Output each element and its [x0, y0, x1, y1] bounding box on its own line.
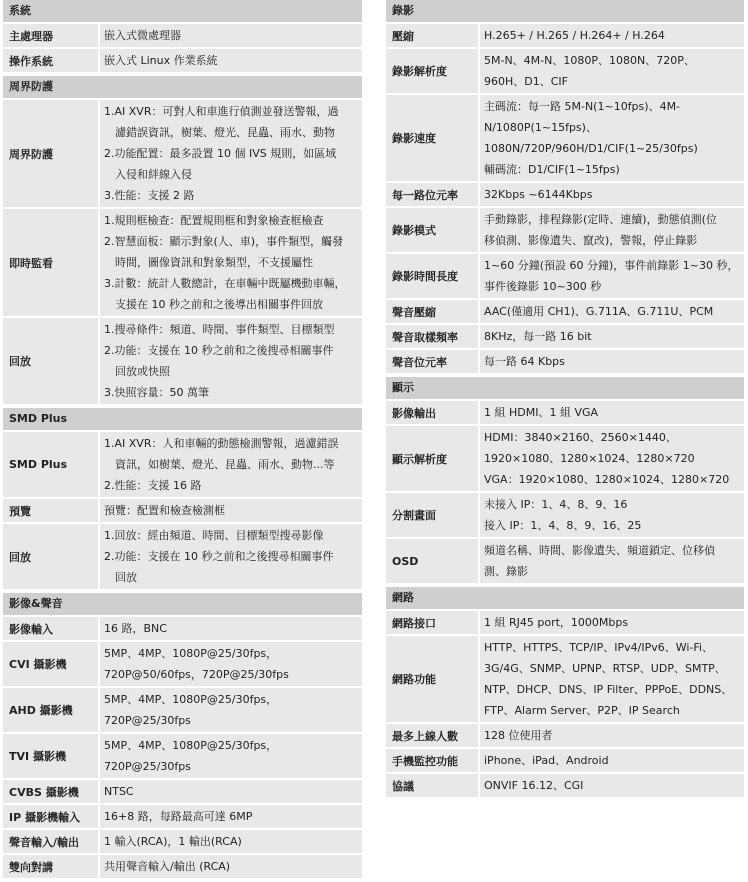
- spec-row: [386, 208, 744, 252]
- spec-value: [100, 318, 362, 404]
- spec-value-line: 16+8 路，每路最高可達 6MP: [104, 810, 253, 823]
- spec-value-line: 預覽：配置和檢查檢測框: [104, 504, 225, 517]
- spec-row: [3, 642, 362, 686]
- spec-row: [386, 539, 744, 583]
- spec-value: [100, 855, 362, 878]
- spec-value-line: VGA：1920×1080、1280×1024、1280×720: [484, 473, 730, 486]
- left-column: [3, 0, 362, 882]
- spec-value: [480, 539, 744, 583]
- spec-value: [480, 24, 744, 47]
- section-header: 周界防護: [3, 76, 362, 98]
- spec-value: [100, 805, 362, 828]
- spec-value-line: 1920×1080、1280×1024、1280×720: [484, 452, 695, 465]
- spec-label: AHD 攝影機: [3, 688, 98, 732]
- spec-label: 周界防護: [3, 100, 98, 207]
- spec-value-line: 720P@25/30fps: [104, 714, 191, 727]
- spec-value-line: 濾錯誤資訊，樹葉、燈光、昆蟲、雨水、動物: [104, 126, 335, 139]
- spec-value-line: 3G/4G、SNMP、UPNP、RTSP、UDP、SMTP、: [484, 662, 726, 675]
- spec-value: [480, 493, 744, 537]
- spec-label: 聲音壓縮: [386, 300, 478, 323]
- spec-value: [480, 300, 744, 323]
- spec-label: 網路功能: [386, 636, 478, 722]
- right-column: [386, 0, 744, 801]
- spec-value-line: 5MP、4MP、1080P@25/30fps，: [104, 739, 278, 752]
- spec-row: [386, 724, 744, 747]
- spec-label: 聲音位元率: [386, 350, 478, 373]
- spec-label: IP 攝影機輸入: [3, 805, 98, 828]
- spec-value-line: HTTP、HTTPS、TCP/IP、IPv4/IPv6、Wi-Fi、: [484, 641, 713, 654]
- spec-value-line: 2.智慧面板：顯示對象(人、車)，事件類型，觸發: [104, 235, 344, 248]
- spec-value-line: AAC(僅適用 CH1)、G.711A、G.711U、PCM: [484, 305, 714, 318]
- spec-value-line: 回放或快照: [104, 365, 170, 378]
- spec-row: [3, 209, 362, 316]
- spec-value-line: 960H、D1、CIF: [484, 75, 568, 88]
- spec-label: 聲音輸入/輸出: [3, 830, 98, 853]
- spec-value-line: 1 組 HDMI、1 組 VGA: [484, 406, 599, 419]
- spec-value: [100, 688, 362, 732]
- spec-label: TVI 攝影機: [3, 734, 98, 778]
- spec-value-line: 720P@50/60fps，720P@25/30fps: [104, 668, 289, 681]
- spec-label: 壓縮: [386, 24, 478, 47]
- spec-value-line: 3.計數：統計人數總計，在車輛中既屬機動車輛，: [104, 277, 346, 290]
- spec-row: [3, 855, 362, 878]
- spec-value-line: iPhone、iPad、Android: [484, 754, 609, 767]
- section-header: 網路: [386, 587, 744, 609]
- spec-value-line: N/1080P(1~15fps)、: [484, 121, 597, 134]
- spec-row: [386, 183, 744, 206]
- spec-label: 回放: [3, 524, 98, 589]
- spec-value-line: 8KHz，每一路 16 bit: [484, 330, 592, 343]
- spec-value-line: 3.快照容量：50 萬筆: [104, 386, 209, 399]
- spec-value-line: 3.性能：支援 2 路: [104, 189, 195, 202]
- spec-label: 手機監控功能: [386, 749, 478, 772]
- spec-value-line: NTSC: [104, 785, 134, 798]
- spec-row: [386, 493, 744, 537]
- spec-row: [386, 300, 744, 323]
- spec-value-line: NTP、DHCP、DNS、IP Filter、PPPoE、DDNS、: [484, 683, 733, 696]
- spec-value-line: 5M-N、4M-N、1080P、1080N、720P、: [484, 54, 695, 67]
- spec-label: 回放: [3, 318, 98, 404]
- spec-value: [100, 209, 362, 316]
- spec-label: 操作系統: [3, 49, 98, 72]
- spec-value-line: 1 組 RJ45 port，1000Mbps: [484, 616, 629, 629]
- spec-value: [100, 642, 362, 686]
- spec-value-line: H.265+ / H.265 / H.264+ / H.264: [484, 29, 665, 42]
- spec-value-line: 128 位使用者: [484, 729, 553, 742]
- spec-value-line: 32Kbps ~6144Kbps: [484, 188, 593, 201]
- spec-label: 顯示解析度: [386, 426, 478, 491]
- spec-row: [3, 617, 362, 640]
- spec-label: 雙向對講: [3, 855, 98, 878]
- spec-value-line: 移偵測、影像遺失、竄改)，警報，停止錄影: [484, 234, 698, 247]
- spec-value: [100, 100, 362, 207]
- spec-value: [100, 24, 362, 47]
- spec-value-line: 2.功能：支援在 10 秒之前和之後搜尋相關事件: [104, 344, 334, 357]
- spec-row: [386, 325, 744, 348]
- section-header: 錄影: [386, 0, 744, 22]
- section-smd-plus: [3, 408, 362, 593]
- spec-value-line: 5MP、4MP、1080P@25/30fps，: [104, 647, 278, 660]
- section-network: [386, 587, 744, 801]
- spec-value-line: 嵌入式微處理器: [104, 29, 181, 42]
- spec-row: [386, 749, 744, 772]
- spec-value: [100, 432, 362, 497]
- spec-value: [480, 401, 744, 424]
- spec-value-line: 入侵和絆線入侵: [104, 168, 192, 181]
- spec-value-line: 2.功能：支援在 10 秒之前和之後搜尋相關事件: [104, 550, 334, 563]
- spec-value-line: 16 路，BNC: [104, 622, 167, 635]
- spec-value-line: 720P@25/30fps: [104, 760, 191, 773]
- spec-row: [3, 524, 362, 589]
- spec-value-line: ONVIF 16.12、CGI: [484, 779, 584, 792]
- spec-value: [100, 830, 362, 853]
- spec-row: [3, 499, 362, 522]
- spec-value-line: 1.規則框檢查：配置規則框和對象檢查框檢查: [104, 214, 324, 227]
- section-header: 系統: [3, 0, 362, 22]
- spec-row: [386, 426, 744, 491]
- spec-row: [386, 350, 744, 373]
- spec-value: [480, 724, 744, 747]
- spec-value: [100, 524, 362, 589]
- section-display: [386, 377, 744, 587]
- spec-label: 錄影解析度: [386, 49, 478, 93]
- spec-row: [386, 401, 744, 424]
- spec-value: [100, 617, 362, 640]
- spec-row: [3, 24, 362, 47]
- section-recording: [386, 0, 744, 377]
- spec-value: [480, 611, 744, 634]
- spec-value-line: 每一路 64 Kbps: [484, 355, 565, 368]
- spec-value: [480, 749, 744, 772]
- section-system: [3, 0, 362, 76]
- spec-value: [480, 426, 744, 491]
- spec-value: [480, 95, 744, 181]
- spec-row: [3, 688, 362, 732]
- spec-label: 主處理器: [3, 24, 98, 47]
- spec-value: [480, 183, 744, 206]
- spec-value-line: 輔碼流：D1/CIF(1~15fps): [484, 163, 620, 176]
- spec-value-line: 時間，圖像資訊和對象類型，不支援屬性: [104, 256, 313, 269]
- spec-value: [100, 499, 362, 522]
- spec-row: [386, 49, 744, 93]
- spec-label: 網路接口: [386, 611, 478, 634]
- spec-row: [386, 254, 744, 298]
- spec-label: 錄影模式: [386, 208, 478, 252]
- spec-row: [3, 830, 362, 853]
- spec-value: [100, 49, 362, 72]
- spec-label: 最多上線人數: [386, 724, 478, 747]
- spec-row: [386, 95, 744, 181]
- spec-label: 分割畫面: [386, 493, 478, 537]
- spec-label: 錄影時間長度: [386, 254, 478, 298]
- spec-row: [3, 805, 362, 828]
- spec-value-line: 1.AI XVR：可對人和車進行偵測並發送警報，過: [104, 105, 339, 118]
- spec-value-line: 回放: [104, 571, 137, 584]
- spec-value-line: 嵌入式 Linux 作業系統: [104, 54, 218, 67]
- spec-value-line: 1~60 分鐘(預設 60 分鐘)，事件前錄影 1~30 秒，: [484, 259, 739, 272]
- spec-value: [480, 636, 744, 722]
- spec-label: 預覽: [3, 499, 98, 522]
- spec-value: [480, 208, 744, 252]
- spec-value: [100, 734, 362, 778]
- spec-label: CVBS 攝影機: [3, 780, 98, 803]
- spec-label: CVI 攝影機: [3, 642, 98, 686]
- spec-label: 協議: [386, 774, 478, 797]
- spec-label: 即時監看: [3, 209, 98, 316]
- spec-value-line: 頻道名稱、時間、影像遺失、頻道鎖定、位移偵: [484, 544, 715, 557]
- spec-row: [386, 774, 744, 797]
- spec-value-line: 5MP、4MP、1080P@25/30fps，: [104, 693, 278, 706]
- spec-value-line: 事件後錄影 10~300 秒: [484, 280, 602, 293]
- spec-value-line: 接入 IP：1、4、8、9、16、25: [484, 519, 642, 532]
- spec-label: 聲音取樣頻率: [386, 325, 478, 348]
- spec-value-line: FTP、Alarm Server、P2P、IP Search: [484, 704, 680, 717]
- spec-value-line: 測、錄影: [484, 565, 528, 578]
- spec-value-line: 2.功能配置：最多設置 10 個 IVS 規則，如區域: [104, 147, 337, 160]
- spec-value: [480, 49, 744, 93]
- spec-value-line: 1080N/720P/960H/D1/CIF(1~25/30fps): [484, 142, 698, 155]
- spec-label: 每一路位元率: [386, 183, 478, 206]
- spec-value: [480, 774, 744, 797]
- section-av: [3, 593, 362, 882]
- spec-value-line: 未接入 IP：1、4、8、9、16: [484, 498, 628, 511]
- spec-label: 影像輸出: [386, 401, 478, 424]
- spec-value-line: 1.搜尋條件：頻道、時間、事件類型、目標類型: [104, 323, 335, 336]
- section-header: 顯示: [386, 377, 744, 399]
- spec-row: [3, 318, 362, 404]
- spec-value-line: 主碼流：每一路 5M-N(1~10fps)、4M-: [484, 100, 681, 113]
- spec-row: [3, 734, 362, 778]
- section-header: SMD Plus: [3, 408, 362, 430]
- spec-row: [386, 24, 744, 47]
- spec-value-line: 2.性能：支援 16 路: [104, 479, 202, 492]
- section-perimeter: [3, 76, 362, 408]
- spec-value-line: 1.AI XVR：人和車輛的動態檢測警報，過濾錯誤: [104, 437, 339, 450]
- spec-row: [3, 49, 362, 72]
- spec-value: [480, 350, 744, 373]
- spec-value-line: 手動錄影，排程錄影(定時、連續)，動態偵測(位: [484, 213, 717, 226]
- spec-value-line: HDMI：3840×2160、2560×1440、: [484, 431, 677, 444]
- spec-label: SMD Plus: [3, 432, 98, 497]
- spec-row: [386, 636, 744, 722]
- section-header: 影像&聲音: [3, 593, 362, 615]
- spec-value-line: 1.回放：經由頻道、時間、目標類型搜尋影像: [104, 529, 324, 542]
- spec-value-line: 支援在 10 秒之前和之後導出相關事件回放: [104, 298, 323, 311]
- spec-label: 影像輸入: [3, 617, 98, 640]
- spec-label: 錄影速度: [386, 95, 478, 181]
- spec-value-line: 資訊，如樹葉、燈光、昆蟲、雨水、動物...等: [104, 458, 335, 471]
- spec-value-line: 共用聲音輸入/輸出 (RCA): [104, 860, 231, 873]
- spec-row: [3, 432, 362, 497]
- spec-value: [480, 325, 744, 348]
- spec-value: [480, 254, 744, 298]
- spec-row: [386, 611, 744, 634]
- spec-row: [3, 100, 362, 207]
- spec-label: OSD: [386, 539, 478, 583]
- spec-value-line: 1 輸入(RCA)，1 輸出(RCA): [104, 835, 242, 848]
